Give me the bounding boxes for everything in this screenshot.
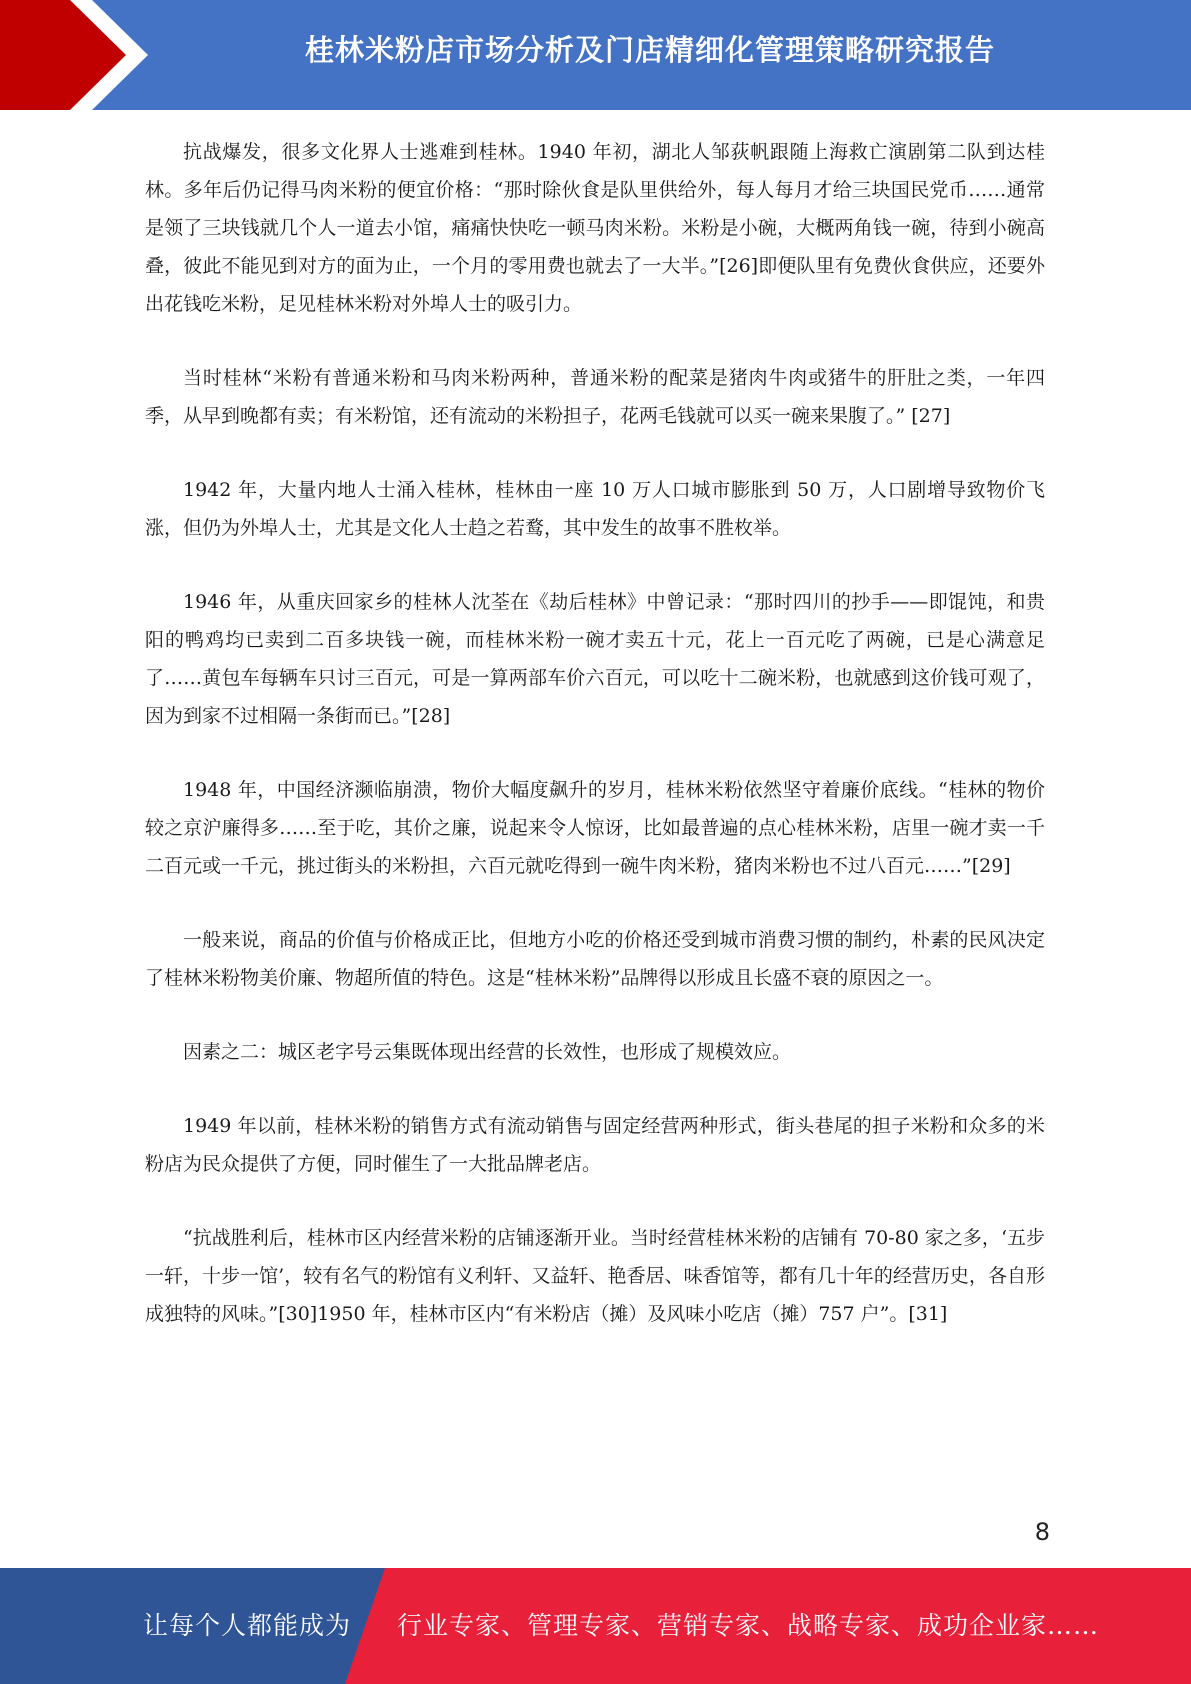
paragraph: 1949 年以前，桂林米粉的销售方式有流动销售与固定经营两种形式，街头巷尾的担子米粉和众多的米粉店为民众提供了方便，同时催生了一大批品牌老店。	[145, 1115, 1045, 1175]
paragraph: “抗战胜利后，桂林市区内经营米粉的店铺逐渐开业。当时经营桂林米粉的店铺有 70-80 家之多，‘五步一轩，十步一馆’，较有名气的粉馆有义利轩、又益轩、艳香居、味香馆等，都有几十年的经营历史，各自形成独特的风味。”[30]1950 年，桂林市区内“有米粉店（摊）及风味小吃店（摊）757 户”。[31]	[145, 1227, 1045, 1325]
paragraph: 因素之二：城区老字号云集既体现出经营的长效性，也形成了规模效应。	[183, 1041, 792, 1063]
footer-slogan-left: 让每个人都能成为	[143, 1611, 352, 1640]
paragraph: 一般来说，商品的价值与价格成正比，但地方小吃的价格还受到城市消费习惯的制约，朴素的民风决定了桂林米粉物美价廉、物超所值的特色。这是“桂林米粉”品牌得以形成且长盛不衰的原因之一。	[145, 929, 1045, 989]
footer-slogan-right: 行业专家、管理专家、营销专家、战略专家、成功企业家……	[397, 1611, 1100, 1640]
paragraph: 1948 年，中国经济濒临崩溃，物价大幅度飙升的岁月，桂林米粉依然坚守着廉价底线。“桂林的物价较之京沪廉得多……至于吃，其价之廉，说起来令人惊讶，比如最普遍的点心桂林米粉，店里一碗才卖一千二百元或一千元，挑过街头的米粉担，六百元就吃得到一碗牛肉米粉，猪肉米粉也不过八百元……”[29]	[145, 779, 1045, 877]
page-header	[0, 0, 1191, 110]
paragraph: 1942 年，大量内地人士涌入桂林，桂林由一座 10 万人口城市膨胀到 50 万，人口剧增导致物价飞涨，但仍为外埠人士，尤其是文化人士趋之若鹜，其中发生的故事不胜枚举。	[145, 479, 1045, 539]
paragraph: 1946 年，从重庆回家乡的桂林人沈荃在《劫后桂林》中曾记录：“那时四川的抄手——即馄饨，和贵阳的鸭鸡均已卖到二百多块钱一碗，而桂林米粉一碗才卖五十元，花上一百元吃了两碗，已是心满意足了……黄包车每辆车只讨三百元，可是一算两部车价六百元，可以吃十二碗米粉，也就感到这价钱可观了，因为到家不过相隔一条街而已。”[28]	[145, 591, 1045, 727]
report-title: 桂林米粉店市场分析及门店精细化管理策略研究报告	[304, 33, 995, 67]
paragraph: 抗战爆发，很多文化界人士逃难到桂林。1940 年初，湖北人邹荻帆跟随上海救亡演剧第二队到达桂林。多年后仍记得马肉米粉的便宜价格：“那时除伙食是队里供给外，每人每月才给三块国民党币……通常是领了三块钱就几个人一道去小馆，痛痛快快吃一顿马肉米粉。米粉是小碗，大概两角钱一碗，待到小碗高叠，彼此不能见到对方的面为止，一个月的零用费也就去了一大半。”[26]即便队里有免费伙食供应，还要外出花钱吃米粉，足见桂林米粉对外埠人士的吸引力。	[145, 141, 1045, 315]
paragraph: 当时桂林“米粉有普通米粉和马肉米粉两种，普通米粉的配菜是猪肉牛肉或猪牛的肝肚之类，一年四季，从早到晚都有卖；有米粉馆，还有流动的米粉担子，花两毛钱就可以买一碗来果腹了。” [27]	[145, 367, 1045, 427]
page-number: 8	[1034, 1518, 1050, 1546]
page-footer	[0, 1568, 1191, 1684]
body-text	[145, 133, 1045, 1369]
